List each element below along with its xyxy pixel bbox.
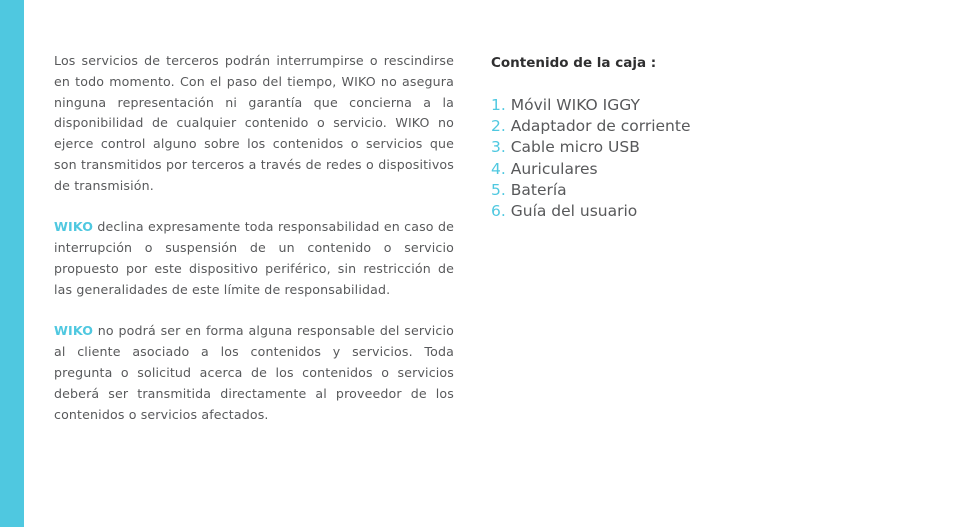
- paragraph-customer-service: [54, 321, 454, 425]
- paragraph-third-party-services: Los servicios de terceros podrán interrumpirse o rescindirse en todo momento. Con el paso del tiempo, WIKO no asegura ninguna representación ni garantía que concierna a la disponibilidad de cualquier contenido o servicio. WIKO no ejerce control alguno sobre los contenidos o servicios que son transmitidos por terceros a través de redes o dispositivos de transmisión.: [54, 53, 454, 193]
- paragraph-customer-service-text: no podrá ser en forma alguna responsable del servicio al cliente asociado a los contenidos y servicios. Toda pregunta o solicitud acerca de los contenidos o servicios deberá ser transmitida directamente al proveedor de los contenidos o servicios afectados.: [54, 323, 454, 422]
- box-contents-section: [491, 53, 891, 222]
- list-item: [491, 159, 891, 180]
- paragraph-disclaimer: [54, 217, 454, 300]
- item-label: Móvil WIKO IGGY: [510, 96, 640, 114]
- item-number: 1.: [491, 96, 506, 114]
- list-item: [491, 180, 891, 201]
- item-number: 6.: [491, 202, 506, 221]
- item-label: Cable micro USB: [510, 138, 640, 157]
- list-item: [491, 116, 891, 137]
- side-accent-bar: [0, 0, 24, 527]
- item-number: 5.: [491, 180, 506, 199]
- item-label: Guía del usuario: [510, 202, 638, 221]
- item-number: 3.: [491, 138, 506, 157]
- item-number: 4.: [491, 159, 506, 178]
- legal-text-column: [54, 51, 454, 425]
- list-item: [491, 201, 891, 222]
- brand-name: WIKO: [54, 219, 94, 235]
- brand-name: WIKO: [54, 323, 94, 339]
- list-item: [491, 95, 891, 116]
- box-contents-list: [491, 95, 891, 222]
- item-label: Batería: [510, 180, 567, 199]
- item-label: Auriculares: [510, 159, 598, 178]
- item-label: Adaptador de corriente: [510, 117, 691, 136]
- item-number: 2.: [491, 117, 506, 136]
- list-item: [491, 137, 891, 158]
- box-contents-title: Contenido de la caja :: [491, 55, 657, 71]
- paragraph-disclaimer-text: declina expresamente toda responsabilidad en caso de interrupción o suspensión de un contenido o servicio propuesto por este dispositivo periférico, sin restricción de las generalidades de este límite de responsabilidad.: [54, 219, 454, 297]
